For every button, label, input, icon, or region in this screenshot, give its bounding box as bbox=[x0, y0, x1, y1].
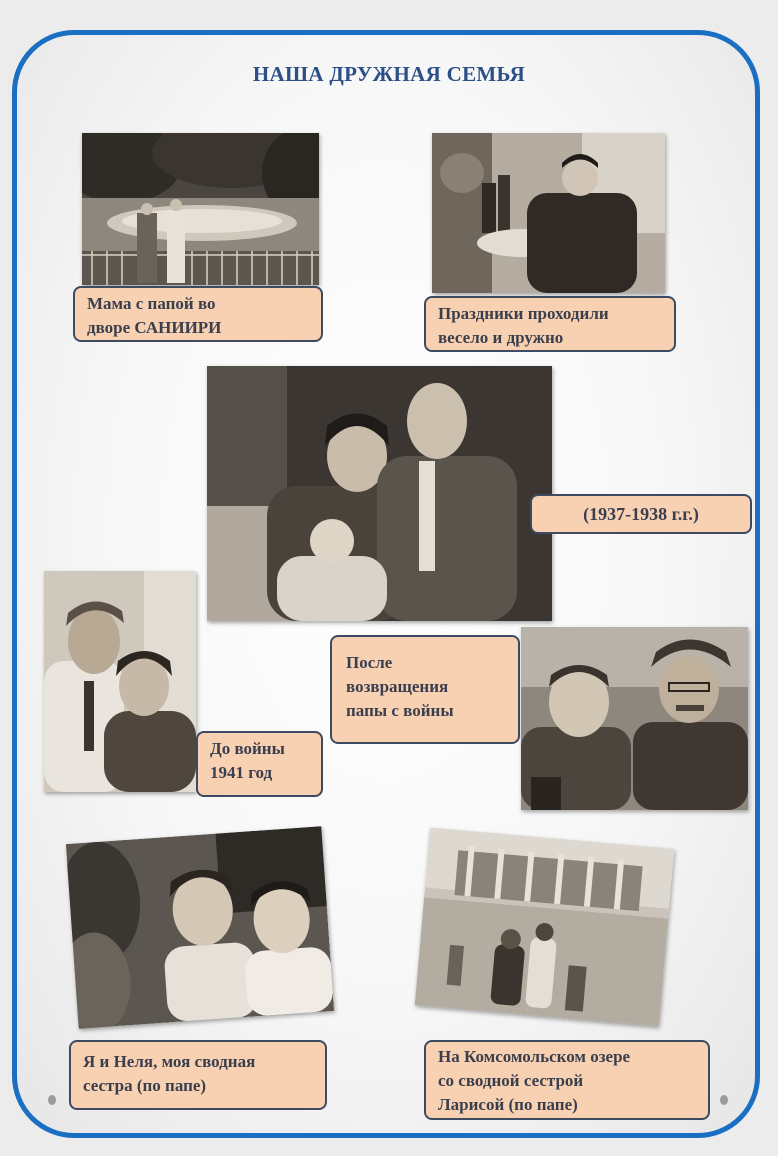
caption-courtyard: Мама с папой во дворе САНИИРИ bbox=[73, 286, 323, 342]
caption-family-portrait: (1937-1938 г.г.) bbox=[530, 494, 752, 534]
caption-before-war: До войны 1941 год bbox=[196, 731, 323, 797]
page-title: НАША ДРУЖНАЯ СЕМЬЯ bbox=[252, 62, 526, 86]
caption-sisters: Я и Неля, моя сводная сестра (по папе) bbox=[69, 1040, 327, 1110]
caption-celebration: Праздники проходили весело и дружно bbox=[424, 296, 676, 352]
photo-sisters bbox=[66, 826, 334, 1028]
photo-courtyard bbox=[82, 133, 319, 285]
caption-lake: На Комсомольском озере со сводной сестрой Ларисой (по папе) bbox=[424, 1040, 710, 1120]
photo-after-war bbox=[521, 627, 748, 810]
photo-before-war bbox=[44, 571, 196, 792]
slide-dot-right bbox=[720, 1095, 728, 1105]
caption-after-war: После возвращения папы с войны bbox=[330, 635, 520, 744]
photo-family-portrait bbox=[207, 366, 552, 621]
slide-dot-left bbox=[48, 1095, 56, 1105]
photo-lake bbox=[415, 828, 675, 1027]
photo-celebration bbox=[432, 133, 665, 293]
